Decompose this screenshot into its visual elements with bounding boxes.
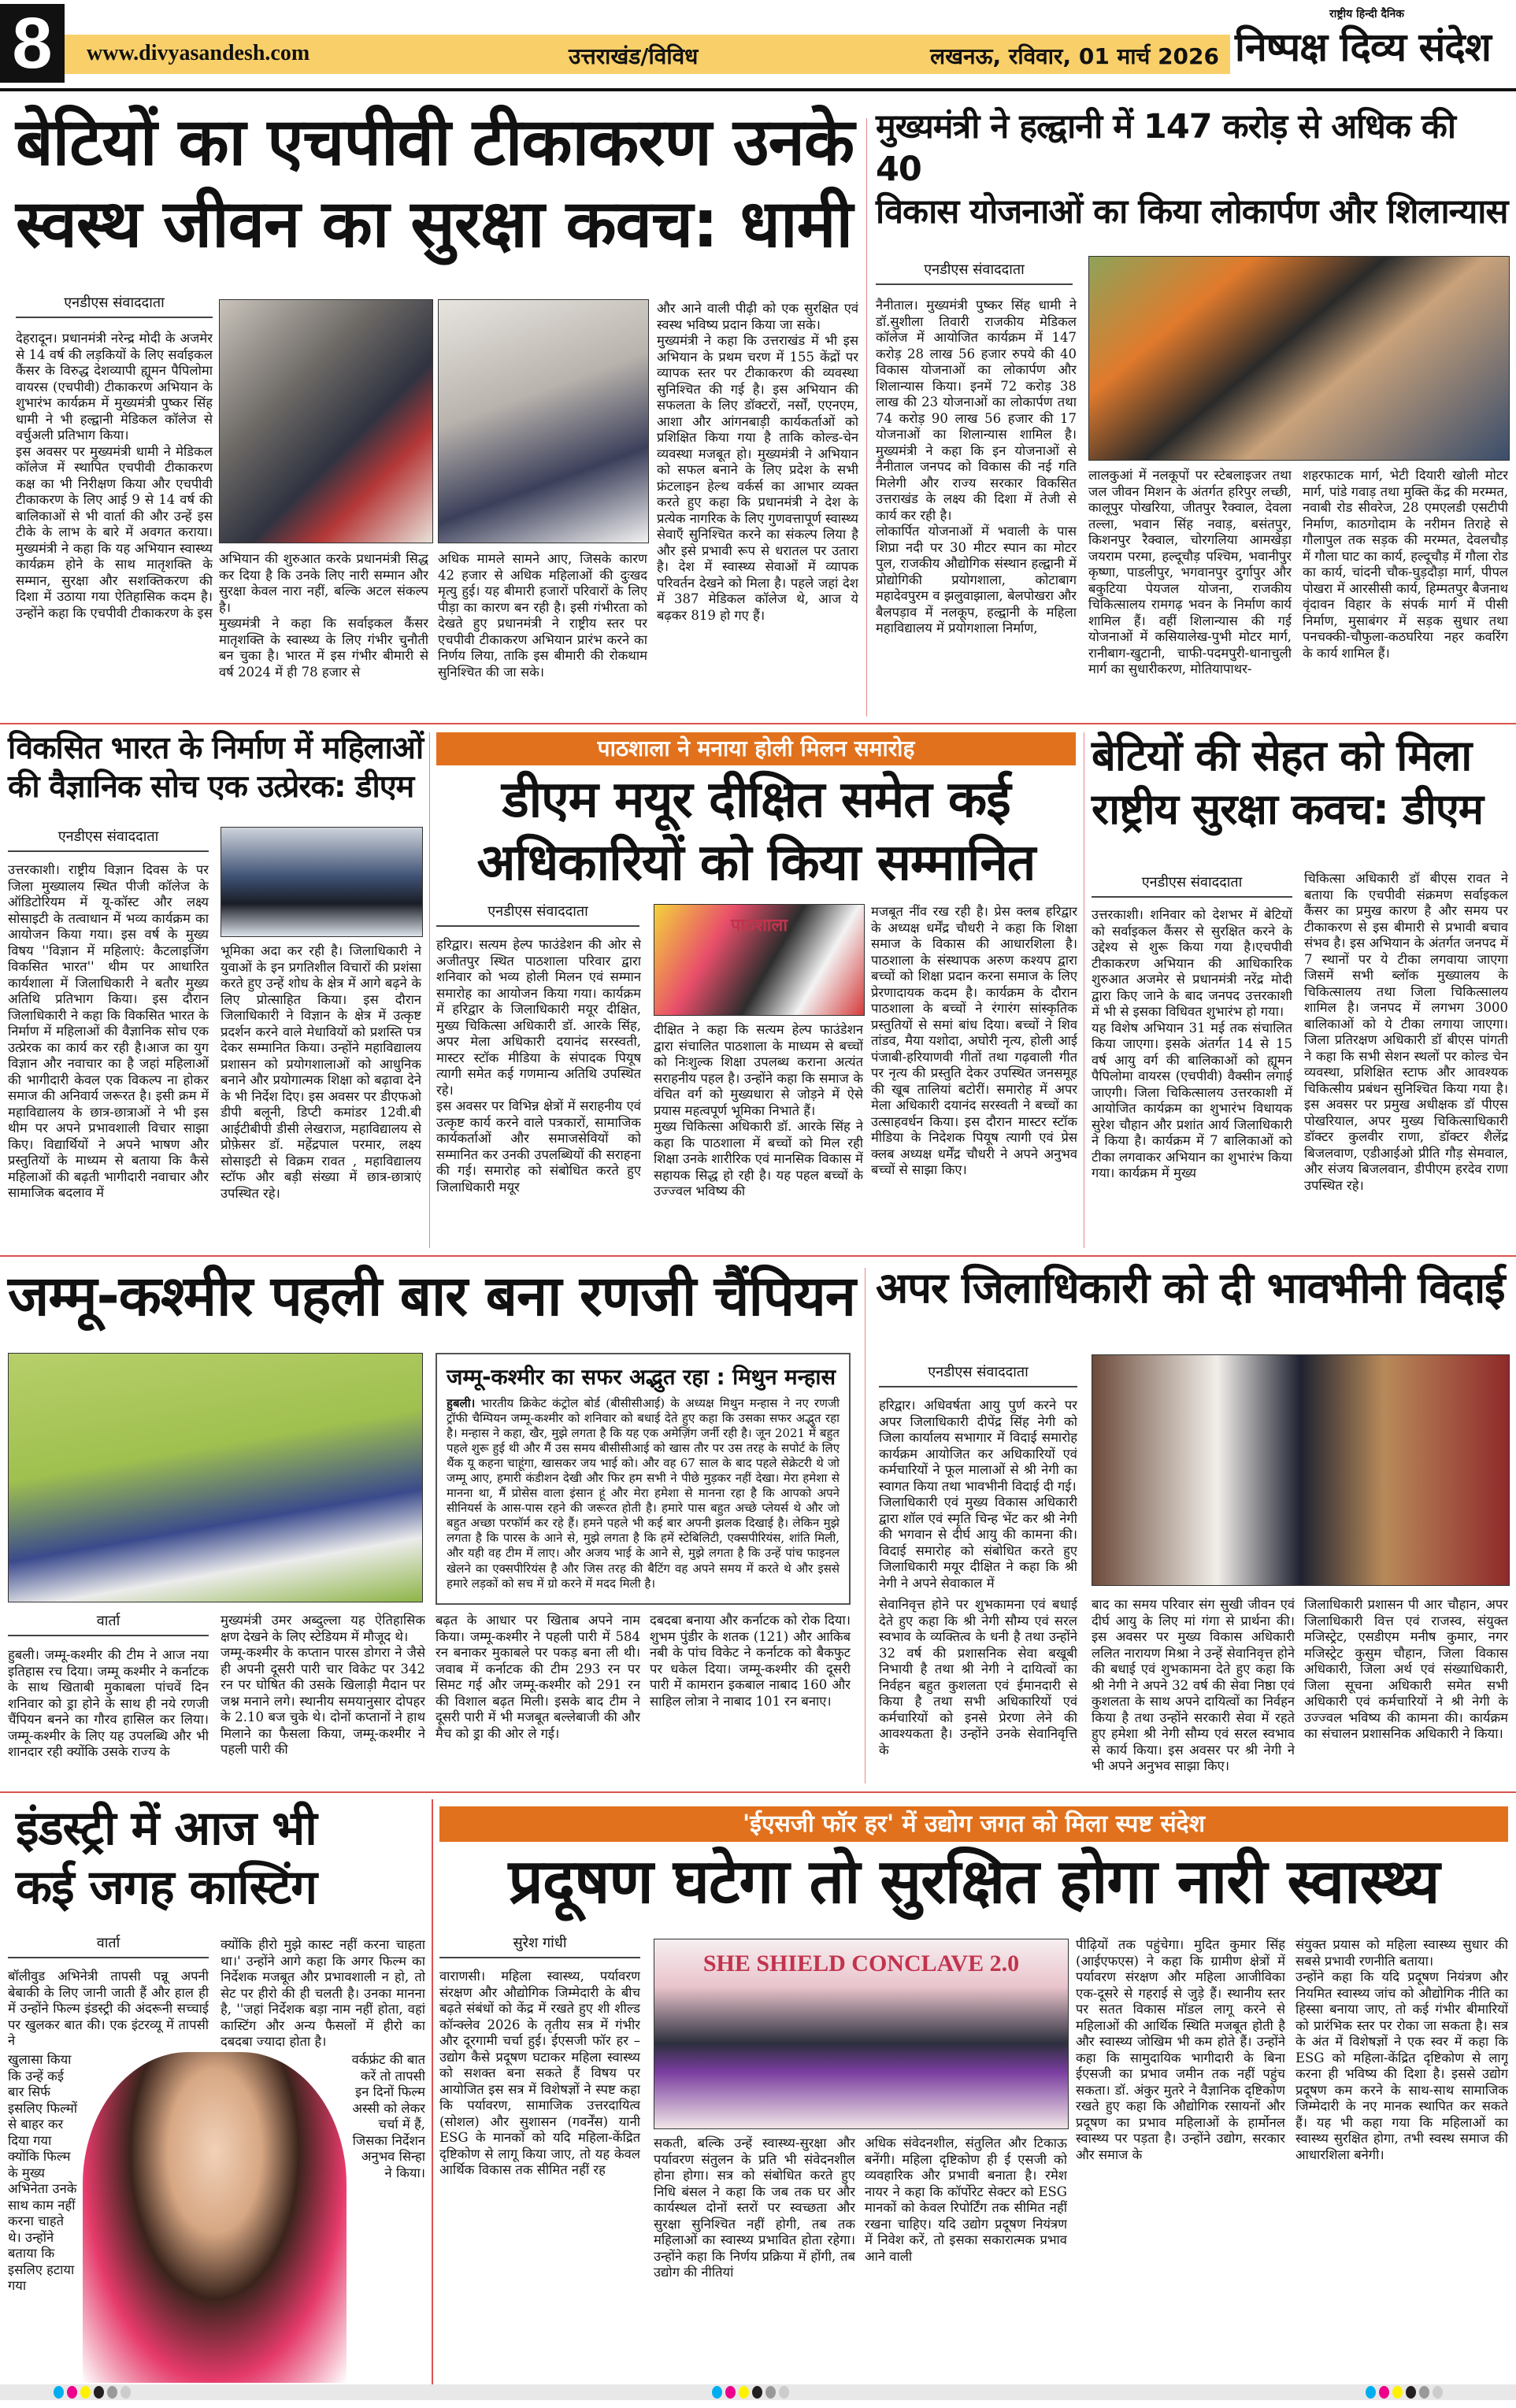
- color-registration-marks: [54, 2386, 131, 2399]
- article-column: वाराणसी। महिला स्वास्थ्य, पर्यावरण संरक्षण और औद्योगिक जिम्मेदारी के बीच बढ़ते संबंधों को केंद्र में रखते हुए शी शील्ड कॉन्क्लेव 2026 के तृतीय सत्र में गंभीर और दूरगामी चर्चा हुई। ईएसजी फॉर हर – उद्योग कैसे प्रदूषण घटाकर महिला स्वास्थ्य को सशक्त बना सकते हैं विषय पर आयोजित इस सत्र में विशेषज्ञों ने स्पष्ट कहा कि पर्यावरण, सामाजिक उत्तरदायित्व (सोशल) और सुशासन (गवर्नेंस) यानी ESG के मानकों को यदि महिला-केंद्रित दृष्टिकोण से लागू किया जाए, तो यह केवल आर्थिक विकास तक सीमित नहीं रह: [439, 1969, 640, 2177]
- photo-banner-text: SHE SHIELD CONCLAVE 2.0: [702, 1950, 1020, 1976]
- article-column: दीक्षित ने कहा कि सत्यम हेल्प फाउंडेशन द्वारा संचालित पाठशाला के माध्यम से बच्चों को निःशुल्क शिक्षा उपलब्ध कराना अत्यंत सराहनीय पहल है। उन्होंने कहा कि समाज के वंचित वर्ग को मुख्यधारा से जोड़ने में ऐसे प्रयास महत्वपूर्ण भूमिका निभाते हैं। मुख्य चिकित्सा अधिकारी डॉ. आरके सिंह ने कहा कि पाठशाला में बच्चों को मिल रही शिक्षा उनके शारीरिक एवं मानसिक विकास में सहायक सिद्ध हो रही है। यह पहल बच्चों के उज्ज्वल भविष्य की: [654, 1022, 863, 1198]
- page-number: 8: [0, 4, 65, 83]
- photo-taapsee-pannu: [83, 2052, 347, 2383]
- byline: एनडीएस संवाददाता: [876, 260, 1073, 285]
- masthead-logo: [1235, 5, 1512, 83]
- article-column: मुख्यमंत्री उमर अब्दुल्ला यह ऐतिहासिक क्षण देखने के लिए स्टेडियम में मौजूद थे। जम्मू-कश्मीर के कप्तान पारस डोगरा ने जैसे ही अपनी दूसरी पारी चार विकेट पर 342 रन पर घोषित की उसके खिलाड़ी मैदान पर जश्न मनाने लगे। स्थानीय समयानुसार दोपहर के 2.10 बज चुके थे। दोनों कप्तानों ने हाथ मिलाने का फैसला किया, जम्मू-कश्मीर ने पहली पारी की: [221, 1613, 425, 1757]
- print-registration-strip: [0, 2384, 1516, 2400]
- headline-ranji-champion: जम्मू-कश्मीर पहली बार बना रणजी चैंपियन: [8, 1264, 855, 1328]
- article-column: जिलाधिकारी प्रशासन पी आर चौहान, अपर जिलाधिकारी वित्त एवं राजस्व, संयुक्त मजिस्ट्रेट, एसडीएम मनीष कुमार, नगर मजिस्ट्रेट कुसुम चौहान, जिला विकास अधिकारी, जिला अर्थ एवं संख्याधिकारी, जिला सूचना अधिकारी समेत सभी अधिकारी एवं कर्मचारियों ने श्री नेगी के उज्ज्वल भविष्य की कामना की। कार्यक्रम का संचालन प्रशासनिक अधिकारी ने किया।: [1304, 1597, 1508, 1741]
- section-rule: [0, 723, 1516, 724]
- header-bar: [65, 35, 1230, 74]
- article-column: शहरफाटक मार्ग, भेटी दियारी खोली मोटर मार्ग, पांडे गवाड़ तथा मुक्ति केंद्र की मरम्मत, नवाबी रोड सीवरेज, 28 एमएलडी एसटीपी निर्माण, काठगोदाम के नरीमन तिराहे से गौलापुल तक सड़क की मरम्मत, देवलचौड़ में गौला घाट का कार्य, हल्दूचौड़ में गौला रोड का कार्य, चांदनी चौक-घुड़दौड़ा मार्ग, पीपल पोखरा में आरसीसी कार्य, हिम्मतपुर बैजनाथ वृंदावन विहार के संपर्क मार्ग में पीसी निर्माण, मुसाबंगर में सड़क सुधार तथा पनचक्की-चौफुला-कठघरिया नहर कवरिंग के कार्य शामिल हैं।: [1303, 468, 1508, 661]
- photo-she-shield-conclave: [654, 1939, 1069, 2129]
- headline-vikasit-bharat: विकसित भारत के निर्माण में महिलाओं की वैज्ञानिक सोच एक उत्प्रेरक: डीएम: [8, 730, 424, 806]
- sidebar-box: [436, 1353, 851, 1605]
- section-rule: [0, 1791, 1516, 1793]
- article-column: अधिक संवेदनशील, संतुलित और टिकाऊ बनेंगी। महिला दृष्टिकोण ही ई एसजी को व्यवहारिक और प्रभावी बनाता है। रमेश नायर ने कहा कि कॉर्पोरेट सेक्टर को ESG मानकों को केवल रिपोर्टिंग तक सीमित नहीं रखना चाहिए। यदि उद्योग प्रदूषण नियंत्रण में निवेश करें, तो इसका सकारात्मक प्रभाव आने वाली: [865, 2136, 1067, 2264]
- headline-industry-casting: इंडस्ट्री में आज भी कई जगह कास्टिंग: [16, 1801, 317, 1915]
- headline-adm-farewell: अपर जिलाधिकारी को दी भावभीनी विदाई: [876, 1263, 1505, 1313]
- article-column: अभियान की शुरुआत करके प्रधानमंत्री सिद्ध कर दिया है कि उनके लिए नारी सम्मान और सुरक्षा केवल नारा नहीं, बल्कि अटल संकल्प है। मुख्यमंत्री ने कहा कि सर्वाइकल कैंसर मातृशक्ति के स्वास्थ्य के लिए गंभीर चुनौती बन चुका है। भारत में इस गंभीर बीमारी से वर्ष 2024 में ही 78 हजार से: [219, 551, 428, 680]
- article-column: भूमिका अदा कर रही है। जिलाधिकारी ने युवाओं के इन प्रगतिशील विचारों की प्रशंसा करते हुए उन्हें शोध के क्षेत्र में आगे बढ़ने के लिए प्रोत्साहित किया। इस दौरान जिलाधिकारी ने विज्ञान के क्षेत्र में उत्कृष्ट प्रदर्शन करने वाले मेधावियों को प्रशस्ति पत्र देकर सम्मानित किया। उन्होंने महाविद्यालय प्रशासन को प्रयोगशालाओं को आधुनिक बनाने और प्रयोगात्मक शिक्षा को बढ़ावा देने के भी निर्देश दिए। इस अवसर पर डीएफओ डीपी बलूनी, डिप्टी कमांडर 12वी.बी आईटीबीपी डीसी लेखराज, महाविद्यालय से प्रोफ़ेसर डॉ. महेंद्रपाल परमार, लक्ष्य सोसाइटी से विक्रम रावत , महाविद्यालय स्टॉफ और बड़ी संख्या में छात्र-छात्राएं उपस्थित रहे।: [221, 943, 421, 1201]
- article-column: उत्तरकाशी। शनिवार को देशभर में बेटियों को सर्वाइकल कैंसर से सुरक्षित करने के उद्देश्य से शुरू किया गया है।एचपीवी टीकाकरण अभियान की आधिकारिक शुरुआत अजमेर से प्रधानमंत्री नरेंद्र मोदी द्वारा किए जाने के बाद जनपद उत्तरकाशी में भी से इसका विधिवत शुभारंभ हो गया। यह विशेष अभियान 31 मई तक संचालित किया जाएगा। इसके अंतर्गत 14 से 15 वर्ष आयु वर्ग की बालिकाओं को ह्यूमन पैपिलोमा वायरस (एचपीवी) वैक्सीन लगाई जाएगी। जिला चिकित्सालय उत्तरकाशी में आयोजित कार्यक्रम का शुभारंभ विधायक सुरेश चौहान और प्रशांत आर्य जिलाधिकारी ने किया है। कार्यक्रम में 7 बालिकाओं को टीका लगवाकर अभियान का शुभारंभ किया गया। कार्यक्रम में मुख्य: [1092, 907, 1292, 1180]
- photo-cm-event: [219, 299, 433, 543]
- article-column: और आने वाली पीढ़ी को एक सुरक्षित एवं स्वस्थ भविष्य प्रदान किया जा सके। मुख्यमंत्री ने कहा कि उत्तराखंड में भी इस अभियान के प्रथम चरण में 155 केंद्रों पर व्यापक स्तर पर टीकाकरण की व्यवस्था सुनिश्चित की गई है। इस अभियान की सफलता के लिए डॉक्टरों, नर्सों, एएनएम, आशा और आंगनबाड़ी कार्यकर्ताओं को प्रशिक्षित किया गया है ताकि कोल्ड-चेन व्यवस्था मजबूत हो। मुख्यमंत्री ने अभियान को सफल बनाने के लिए प्रदेश के सभी फ्रंटलाइन हेल्थ वर्कर्स का आभार व्यक्त करते हुए कहा कि प्रधानमंत्री ने देश के प्रत्येक नागरिक के लिए गुणवत्तापूर्ण स्वास्थ्य सेवाएँ सुनिश्चित करने का संकल्प लिया है और इसे प्रभावी रूप से धरातल पर उतारा है। देश में स्वास्थ्य सेवाओं में व्यापक परिवर्तन देखने को मिला है। पहले जहां देश में 387 मेडिकल कॉलेज थे, आज ये बढ़कर 819 हो गए हैं।: [657, 301, 858, 623]
- article-column: उत्तरकाशी। राष्ट्रीय विज्ञान दिवस के पर जिला मुख्यालय स्थित पीजी कॉलेज के ऑडिटोरियम में यू-कॉस्ट और लक्ष्य सोसाइटी के तत्वाधान में भव्य कार्यक्रम का आयोजन किया गया। इस वर्ष के मुख्य विषय ''विज्ञान में महिलाएं: कैटलाइजिंग विकसित भारत'' थीम पर आधारित कार्यशाला में जिलाधिकारी ने बतौर मुख्य अतिथि प्रतिभाग किया। इस दौरान जिलाधिकारी ने कहा कि विकसित भारत के निर्माण में महिलाओं की वैज्ञानिक सोच एक उत्प्रेरक का कार्य कर रही है।आज का युग विज्ञान और नवाचार का है जहां महिलाओं की भागीदारी केवल एक विकल्प ना होकर समाज की अनिवार्य जरूरत है। इसी क्रम में महाविद्यालय के छात्र-छात्राओं ने भी इस थीम पर अपने प्रभावशाली विचार साझा किए। विद्यार्थियों ने अपने भाषण और प्रस्तुतियों के माध्यम से बताया कि कैसे महिलाओं की बढ़ती भागीदारी नवाचार और सामाजिक बदलाव में: [8, 862, 209, 1200]
- dateline: लखनऊ, रविवार, 01 मार्च 2026: [930, 43, 1219, 69]
- article-column: खुलासा किया कि उन्हें कई बार सिर्फ इसलिए फिल्मों से बाहर कर दिया गया क्योंकि फिल्म के मुख्य अभिनेता उनके साथ काम नहीं करना चाहते थे। उन्होंने बताया कि इसलिए हटाया गया: [8, 2052, 77, 2293]
- article-column: नैनीताल। मुख्यमंत्री पुष्कर सिंह धामी ने डॉ.सुशीला तिवारी राजकीय मेडिकल कॉलेज में आयोजित कार्यक्रम में 147 करोड़ 28 लाख 56 हजार रुपये की 40 विकास योजनाओं का लोकार्पण और शिलान्यास किया। इनमें 72 करोड़ 38 लाख की 23 योजनाओं का लोकार्पण तथा 74 करोड़ 90 लाख 56 हजार की 17 योजनाओं का शिलान्यास शामिल है। मुख्यमंत्री ने कहा कि इन योजनाओं से नैनीताल जनपद को विकास की नई गति मिलेगी और राज्य सरकार विकसित उत्तराखंड के लक्ष्य की दिशा में तेजी से कार्य कर रही है। लोकार्पित योजनाओं में भवाली के पास शिप्रा नदी पर 30 मीटर स्पान का मोटर पुल, राजकीय औद्योगिक संस्थान हल्द्वानी में प्रोद्योगिकी प्रयोगशाला, कोटाबाग महादेवपुरम व झलुवाझाला, बेलपोखरा और बैलपड़ाव में नलकूप, हल्द्वानी के महिला महाविद्यालय में प्रयोगशाला निर्माण,: [876, 298, 1077, 635]
- box-title: जम्मू-कश्मीर का सफर अद्भुत रहा : मिथुन मन्हास: [447, 1365, 836, 1390]
- website-link[interactable]: www.divyasandesh.com: [87, 41, 310, 65]
- color-registration-marks: [1366, 2386, 1443, 2399]
- photo-students-certificates: [221, 827, 423, 937]
- article-column: पीढ़ियों तक पहुंचेगा। मुदित कुमार सिंह (आईएफएस) ने कहा कि ग्रामीण क्षेत्रों में पर्यावरण संरक्षण और महिला आजीविका एक-दूसरे से गहराई से जुड़े हैं। स्थानीय स्तर पर सतत विकास मॉडल लागू करने से महिलाओं की आर्थिक स्थिति मजबूत होती है और स्वास्थ्य जोखिम भी कम होते हैं। उन्होंने कहा कि सामुदायिक भागीदारी के बिना ईएसजी का प्रभाव जमीन तक नहीं पहुंच सकता। डॉ. अंकुर मुतरे ने वैज्ञानिक दृष्टिकोण रखते हुए कहा कि औद्योगिक रसायनों और प्रदूषण का प्रभाव महिलाओं के हार्मोनल स्वास्थ्य पर पड़ता है। उन्होंने उद्योग, सरकार और समाज के: [1076, 1937, 1285, 2162]
- box-text: भारतीय क्रिकेट कंट्रोल बोर्ड (बीसीसीआई) के अध्यक्ष मिथुन मन्हास ने नए रणजी ट्रॉफी चैम्पियन जम्मू-कश्मीर को शनिवार को बधाई देते हुए कहा कि उसका सफर अद्भुत रहा है। मन्हास ने कहा, खैर, मुझे लगता है कि यह एक अमेज़िंग जर्नी रही है। जून 2021 में बहुत पहले शुरू हुई थी और मैं उस समय बीसीसीआई को खास तौर पर उस तरह के सपोर्ट के लिए थैंक यू कहना चाहूंगा, खासकर जय भाई को। और वह 67 साल के बाद पहले सेक्रेटरी थे जो जम्मू आए, हमारी कंडीशन देखी और फिर हम सभी ने पीछे मुड़कर नहीं देखा। मेरा हमेशा से मानना था, मैं प्रोसेस वाला इंसान हूं और मेरा हमेशा से मानना रहा है कि आपको अपने सीनियर्स के आस-पास रहने की जरूरत होती है। हमारे पास बहुत अच्छे प्लेयर्स थे और जो बहुत अच्छा परफॉर्म कर रहे हैं। हमने पहले भी कई बार अपनी झलक दिखाई है। लेकिन मुझे लगता है कि पारस के आने से, मुझे लगता है कि हमें स्टेबिलिटी, एक्सपीरियंस, शांति मिली, और यही वह टीम में लाए। और अजय भाई के आने से, मुझे लगता है कि उन्हें पांच फाइनल खेलने का एक्सपीरियंस है और जिस तरह की बैटिंग वह अपने समय में करते थे और इससे हमारे लड़कों को सच में ग्रो करने में मदद मिली है।: [447, 1396, 840, 1591]
- color-registration-marks: [712, 2386, 789, 2399]
- article-column: बाद का समय परिवार संग सुखी जीवन एवं दीर्घ आयु के लिए मां गंगा से प्रार्थना की। इस अवसर पर मुख्य विकास अधिकारी ललित नारायण मिश्रा ने उन्हें सेवानिवृत्त होने की बधाई एवं शुभकामना देते हुए कहा कि श्री नेगी ने अपने 32 वर्ष की सेवा निष्ठा एवं कुशलता के साथ अपने दायित्वों का निर्वहन किया है तथा उन्होंने सरकारी सेवा में रहते हुए हमेशा श्री नेगी सौम्य एवं सरल स्वभाव से कार्य किया। इस अवसर पर श्री नेगी ने भी अपने अनुभव साझा किए।: [1092, 1597, 1295, 1773]
- byline: एनडीएस संवाददाता: [8, 827, 209, 852]
- article-column: चिकित्सा अधिकारी डॉ बीएस रावत ने बताया कि एचपीवी संक्रमण सर्वाइकल कैंसर का प्रमुख कारण है और समय पर टीकाकरण से इस बीमारी से प्रभावी बचाव संभव है। इस अभियान के अंतर्गत जनपद में 7 स्थानों पर ये टीका लगवाया जाएगा जिसमें सभी ब्लॉक मुख्यालय के चिकित्सालय तथा जिला चिकित्सालय शामिल है। जनपद में लगभग 3000 बालिकाओं को ये टीका लगाया जाएगा। जिला प्रतिरक्षण अधिकारी डॉ बीएस पांगती ने कहा कि सभी सेशन स्थलों पर कोल्ड चेन व्यवस्था, प्रशिक्षित स्टाफ और आवश्यक चिकित्सीय प्रबंधन सुनिश्चित किया गया है। इस अवसर पर प्रमुख अधीक्षक डॉ पीएस पोखरियाल, अपर मुख्य चिकित्साधिकारी डॉक्टर कुलवीर राणा, डॉक्टर शैलेंद्र बिजलवाण, एडीआईओ प्रीति गौड़ सेमवाल, और संजय बिजलवान, डीपीएम हरदेव राणा उपस्थित रहे।: [1304, 871, 1508, 1193]
- box-body: [447, 1396, 840, 1595]
- column-divider: [429, 732, 430, 1248]
- byline: वार्ता: [8, 1933, 209, 1958]
- article-column: दबदबा बनाया और कर्नाटक को रोक दिया। शुभम पुंडीर के शतक (121) और आकिब नबी के पांच विकेट ने कर्नाटक को बैकफुट पर धकेल दिया। जम्मू-कश्मीर की दूसरी पारी में कामरान इकबाल नाबाद 160 और साहिल लोत्रा ने नाबाद 101 रन बनाए।: [650, 1613, 851, 1709]
- headline-haldwani-projects: मुख्यमंत्री ने हल्द्वानी में 147 करोड़ से अधिक की 40 विकास योजनाओं का किया लोकार्पण और शिलान्यास: [876, 107, 1508, 232]
- byline: एनडीएस संवाददाता: [436, 902, 639, 927]
- column-divider: [432, 1799, 433, 2386]
- article-column: देहरादून। प्रधानमंत्री नरेन्द्र मोदी के अजमेर से 14 वर्ष की लड़कियों के लिए सर्वाइकल कैंसर के विरुद्ध देशव्यापी ह्यूमन पैपिलोमा वायरस (एचपीवी) टीकाकरण अभियान के शुभारंभ कार्यक्रम में मुख्यमंत्री पुष्कर सिंह धामी ने भी हल्द्वानी मेडिकल कॉलेज से वर्चुअली प्रतिभाग किया। इस अवसर पर मुख्यमंत्री धामी ने मेडिकल कॉलेज में स्थापित एचपीवी टीकाकरण कक्ष का भी निरीक्षण किया और एचपीवी टीकाकरण के लिए आई 9 से 14 वर्ष की बालिकाओं से भी वार्ता की और उन्हें इस टीके के लाभ के बारे में अवगत कराया। मुख्यमंत्री ने कहा कि यह अभियान स्वास्थ्य कार्यक्रम होने के साथ मातृशक्ति के सम्मान, सुरक्षा और सशक्तिकरण की दिशा में उठाया गया ऐतिहासिक कदम है। उन्होंने कहा कि एचपीवी टीकाकरण के इस: [16, 331, 213, 621]
- photo-cricket-celebration: [8, 1353, 423, 1602]
- logo-name: निष्पक्ष दिव्य संदेश: [1235, 24, 1491, 70]
- column-divider: [866, 118, 867, 717]
- section-rule: [0, 1255, 1516, 1257]
- photo-girls-vaccination: [438, 299, 649, 543]
- article-column: क्योंकि हीरो मुझे कास्ट नहीं करना चाहता था।' उन्होंने आगे कहा कि अगर फिल्म का निर्देशक मजबूत और प्रभावशाली न हो, तो सेट पर हीरो की ही चलती है। उनका मानना है, ''जहां निर्देशक बड़ा नाम नहीं होता, वहां कास्टिंग और अन्य फैसलों में हीरो का दबदबा ज्यादा होता है।: [221, 1937, 425, 2049]
- article-column: हुबली। जम्मू-कश्मीर की टीम ने आज नया इतिहास रच दिया। जम्मू कश्मीर ने कर्नाटक के साथ खिताबी मुकाबला पांचवें दिन शनिवार को ड्रा होने के साथ ही नये रणजी चैंपियन बनने का गौरव हासिल कर लिया। जम्मू-कश्मीर के लिए यह उपलब्धि और भी शानदार रही क्योंकि उसके राज्य के: [8, 1647, 209, 1759]
- article-column: हरिद्वार। अधिवर्षता आयु पुर्ण करने पर अपर जिलाधिकारी दीपेंद्र सिंह नेगी को जिला कार्यालय सभागार में विदाई समारोह कार्यक्रम आयोजित कर अधिकारियों एवं कर्मचारियों ने फूल मालाओं से श्री नेगी का स्वागत किया तथा भावभीनी विदाई दी गई। जिलाधिकारी एवं मुख्य विकास अधिकारी द्वारा शॉल एवं स्मृति चिन्ह भेंट कर श्री नेगी की भगवान से दीर्घ आयु की कामना की। विदाई समारोह को संबोधित करते हुए जिलाधिकारी मयूर दीक्षित ने कहा कि श्री नेगी ने अपने सेवाकाल में: [879, 1398, 1077, 1591]
- byline: एनडीएस संवाददाता: [16, 293, 213, 318]
- byline: एनडीएस संवाददाता: [879, 1362, 1077, 1387]
- article-column: बॉलीवुड अभिनेत्री तापसी पन्नू अपनी बेबाकी के लिए जानी जाती हैं और हाल ही में उन्होंने फिल्म इंडस्ट्री की अंदरूनी सच्चाई पर खुलकर बात की। एक इंटरव्यू में तापसी ने: [8, 1969, 209, 2048]
- headline-hpv-dhami: बेटियों का एचपीवी टीकाकरण उनके स्वस्थ जीवन का सुरक्षा कवच: धामी: [16, 103, 854, 263]
- headline-pollution-women-health: प्रदूषण घटेगा तो सुरक्षित होगा नारी स्वास्थ्य: [508, 1847, 1440, 1917]
- byline: वार्ता: [8, 1611, 209, 1636]
- article-column: वर्कफ्रंट की बात करें तो तापसी इन दिनों फिल्म अस्सी को लेकर चर्चा में हैं, जिसका निर्देशन अनुभव सिन्हा ने किया।: [351, 2052, 425, 2180]
- byline: एनडीएस संवाददाता: [1092, 872, 1292, 898]
- headline-daughters-health: बेटियों की सेहत को मिला राष्ट्रीय सुरक्षा कवच: डीएम: [1092, 731, 1484, 834]
- article-column: मजबूत नींव रख रही है। प्रेस क्लब हरिद्वार के अध्यक्ष धर्मेंद्र चौधरी ने कहा कि शिक्षा समाज के विकास की आधारशिला है। पाठशाला के संस्थापक अरुण कश्यप द्वारा बच्चों को शिक्षा प्रदान करना समाज के लिए प्रेरणादायक कदम है। कार्यक्रम के दौरान पाठशाला के बच्चों ने रंगारंग सांस्कृतिक प्रस्तुतियों से समां बांध दिया। बच्चों ने शिव तांडव, मैया यशोदा, अघोरी नृत्य, होली आई पंजाबी-हरियाणवी गीतों तथा गढ़वाली गीत पर नृत्य की प्रस्तुति देकर उपस्थित जनसमूह की खूब तालियां बटोरीं। समारोह में अपर मेला अधिकारी दयानंद सरस्वती ने बच्चों का उत्साहवर्धन किया। इस दौरान मास्टर स्टॉक मीडिया के निदेशक पियूष त्यागी एवं प्रेस क्लब अध्यक्ष धर्मेंद्र चौधरी ने अपने अनुभव बच्चों से साझा किए।: [871, 904, 1077, 1177]
- photo-pathshala-event: [654, 904, 865, 1016]
- photo-banner-text: पाठशाला: [730, 915, 788, 935]
- box-dateline: हुबली।: [447, 1396, 476, 1410]
- article-column: संयुक्त प्रयास को महिला स्वास्थ्य सुधार की सबसे प्रभावी रणनीति बताया। उन्होंने कहा कि यदि प्रदूषण नियंत्रण और नियमित स्वास्थ्य जांच को औद्योगिक नीति का हिस्सा बनाया जाए, तो कई गंभीर बीमारियों को प्रारंभिक स्तर पर रोका जा सकता है। सत्र के अंत में विशेषज्ञों ने एक स्वर में कहा कि ESG को महिला-केंद्रित दृष्टिकोण से लागू करना ही भविष्य की दिशा है। इससे उद्योग प्रदूषण कम करने के साथ-साथ सामाजिक जिम्मेदारी के नए मानक स्थापित कर सकते हैं। यह भी कहा गया कि महिलाओं का स्वास्थ्य सुरक्षित होगा, तभी स्वस्थ समाज की आधारशिला बनेगी।: [1295, 1937, 1508, 2162]
- headline-dm-honoured: डीएम मयूर दीक्षित समेत कई अधिकारियों को किया सम्मानित: [476, 771, 1036, 892]
- photo-adm-farewell: [1092, 1354, 1510, 1586]
- article-column: सेवानिवृत्त होने पर शुभकामना एवं बधाई देते हुए कहा कि श्री नेगी सौम्य एवं सरल स्वभाव के व्यक्तित्व के धनी है तथा उन्होंने 32 वर्ष की प्रशासनिक सेवा बखूबी निभायी है तथा श्री नेगी ने दायित्वों का निर्वहन बहुत कुशलता एवं ईमानदारी से किया है तथा सभी अधिकारियों एवं कर्मचारियों को इनसे प्रेरणा लेने की आवश्यकता है। उन्होंने उनके सेवानिवृत्ति के: [879, 1597, 1077, 1758]
- article-column: सकती, बल्कि उन्हें स्वास्थ्य-सुरक्षा और पर्यावरण संतुलन के प्रति भी संवेदनशील होना होगा। सत्र को संबोधित करते हुए निधि बंसल ने कहा कि जब तक घर और कार्यस्थल दोनों स्तरों पर स्वच्छता और सुरक्षा सुनिश्चित नहीं होगी, तब तक महिलाओं का स्वास्थ्य प्रभावित होता रहेगा। उन्होंने कहा कि निर्णय प्रक्रिया में होंगी, तब उद्योग की नीतियां: [654, 2136, 855, 2280]
- article-column: अधिक मामले सामने आए, जिसके कारण 42 हजार से अधिक महिलाओं की दुःखद मृत्यु हुई। यह बीमारी हजारों परिवारों के लिए पीड़ा का कारण बन रही है। इसी गंभीरता को देखते हुए प्रधानमंत्री ने राष्ट्रीय स्तर पर एचपीवी टीकाकरण अभियान प्रारंभ करने का निर्णय लिया, ताकि इस बीमारी की रोकथाम सुनिश्चित की जा सके।: [438, 551, 647, 680]
- kicker-banner: पाठशाला ने मनाया होली मिलन समारोह: [436, 732, 1076, 765]
- byline: सुरेश गांधी: [439, 1933, 640, 1958]
- logo-tagline: राष्ट्रीय हिन्दी दैनिक: [1329, 8, 1405, 20]
- photo-cm-haldwani: [1088, 256, 1510, 461]
- kicker-banner: 'ईएसजी फॉर हर' में उद्योग जगत को मिला स्पष्ट संदेश: [439, 1806, 1508, 1842]
- article-column: लालकुआं में नलकूपों पर स्टेबलाइजर तथा जल जीवन मिशन के अंतर्गत हरिपुर लच्छी, कालूपुर पोखरिया, जीतपुर रैक्वाल, देवला तल्ला, भवान सिंह नवाड़, बसंतपुर, किशनपुर रैक्वाल, चोरगलिया आमखेड़ा जयराम परमा, हल्दूचौड़ पश्चिम, भवानीपुर कृष्णा, पाडलीपुर, भगवानपुर दुर्गापुर और बकुटिया पेयजल योजना, राजकीय चिकित्सालय रामगढ़ भवन के निर्माण कार्य शामिल हैं। वहीं शिलान्यास की गई योजनाओं में कसियालेख-पुभी मोटर मार्ग, रानीबाग-खुटानी, चाफी-पदमपुरी-धानाचुली मार्ग का सुधारीकरण, मोतियापाथर-: [1088, 468, 1292, 676]
- article-column: बढ़त के आधार पर खिताब अपने नाम किया। जम्मू-कश्मीर ने पहली पारी में 584 रन बनाकर मुकाबले पर पकड़ बना ली थी। जवाब में कर्नाटक की टीम 293 रन पर सिमट गई और जम्मू-कश्मीर को 291 रन की विशाल बढ़त मिली। इसके बाद टीम ने दूसरी पारी में भी मजबूत बल्लेबाजी की और मैच को ड्रा की ओर ले गई।: [436, 1613, 640, 1741]
- header-rule: [0, 88, 1516, 91]
- article-column: हरिद्वार। सत्यम हेल्प फाउंडेशन की ओर से अजीतपुर स्थित पाठशाला परिवार द्वारा शनिवार को भव्य होली मिलन एवं सम्मान समारोह का आयोजन किया गया। कार्यक्रम में हरिद्वार के जिलाधिकारी मयूर दीक्षित, मुख्य चिकित्सा अधिकारी डॉ. आरके सिंह, अपर मेला अधिकारी दयानंद सरस्वती, मास्टर स्टॉक मीडिया के संपादक पियूष त्यागी समेत कई गणमान्य अतिथि उपस्थित रहे। इस अवसर पर विभिन्न क्षेत्रों में सराहनीय एवं उत्कृष्ट कार्य करने वाले पत्रकारों, सामाजिक कार्यकर्ताओं और समाजसेवियों को सम्मानित कर उनकी उपलब्धियों की सराहना की गई। समारोह को संबोधित करते हुए जिलाधिकारी मयूर: [436, 937, 641, 1195]
- section-name: उत्तराखंड/विविध: [569, 43, 699, 69]
